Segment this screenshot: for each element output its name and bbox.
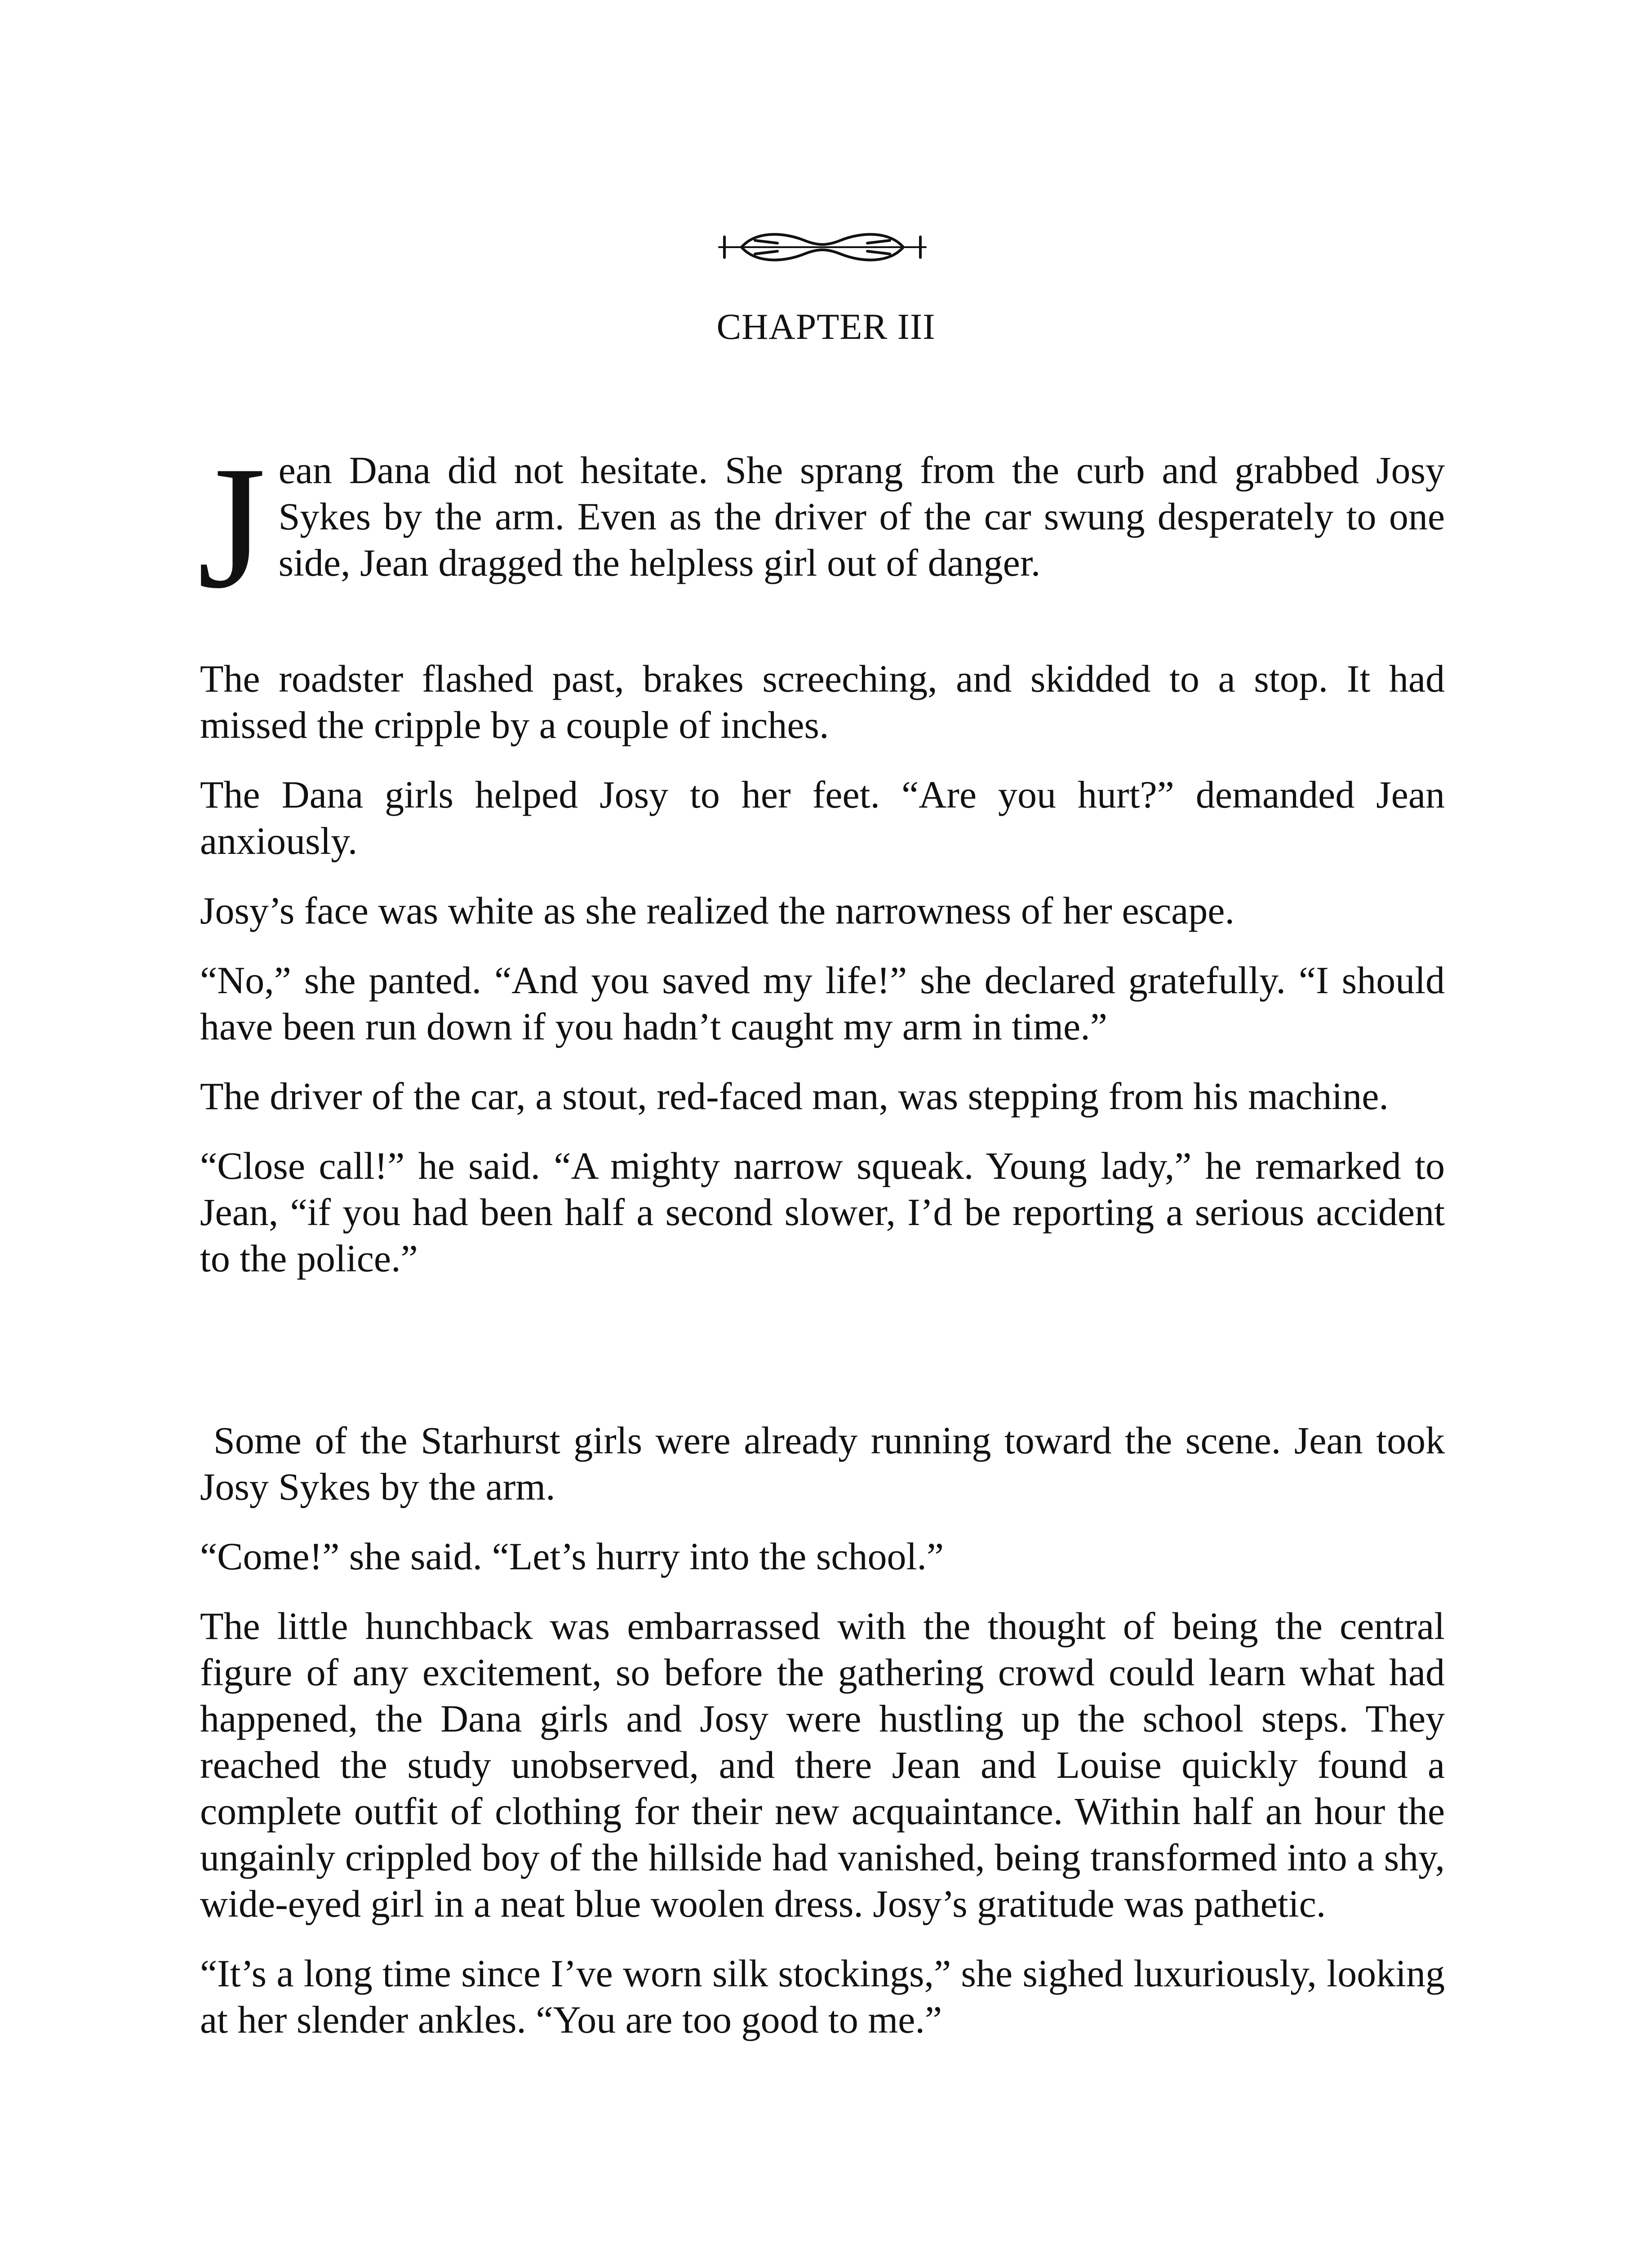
- chapter-body: [197, 430, 1445, 2066]
- paragraph-6: The driver of the car, a stout, red-faced man, was stepping from his machine.: [200, 1075, 1389, 1118]
- scroll-ornament-icon: [715, 227, 930, 267]
- paragraph-3: The Dana girls helped Josy to her feet. “Are you hurt?” demanded Jean anxiously.: [200, 773, 1445, 862]
- chapter-heading: CHAPTER III: [716, 306, 936, 347]
- paragraph-4: Josy’s face was white as she realized the narrowness of her escape.: [200, 889, 1235, 932]
- paragraph-7: “Close call!” he said. “A mighty narrow squeak. Young lady,” he remarked to Jean, “if you had been half a second slower, I’d be reporting a serious accident to the police.”: [200, 1144, 1445, 1280]
- paragraph-11: “It’s a long time since I’ve worn silk stockings,” she sighed luxuriously, looking at her slender ankles. “You are too good to me.”: [200, 1952, 1445, 2041]
- paragraph-8: Some of the Starhurst girls were already running toward the scene. Jean took Josy Sykes by the arm.: [200, 1419, 1445, 1508]
- paragraph-text: ean Dana did not hesitate. She sprang from the curb and grabbed Josy Sykes by the arm. Even as the driver of the car swung desperately to one side, Jean dragged the helpless girl out of danger.: [278, 449, 1445, 584]
- paragraph-2: The roadster flashed past, brakes screeching, and skidded to a stop. It had missed the cripple by a couple of inches.: [200, 657, 1445, 746]
- paragraph-1: [197, 430, 1445, 632]
- section-break: [200, 1305, 1445, 1417]
- paragraph-5: “No,” she panted. “And you saved my life!” she declared gratefully. “I should have been run down if you hadn’t caught my arm in time.”: [200, 959, 1445, 1048]
- drop-cap: J: [197, 430, 266, 625]
- paragraph-10: The little hunchback was embarrassed with the thought of being the central figure of any excitement, so before the gathering crowd could learn what had happened, the Dana girls and Josy were hustling up the school steps. They reached the study unobserved, and there Jean and Louise quickly found a complete outfit of clothing for their new acquaintance. Within half an hour the ungainly crippled boy of the hillside had vanished, being transformed into a shy, wide-eyed girl in a neat blue woolen dress. Josy’s gratitude was pathetic.: [200, 1604, 1445, 1925]
- paragraph-9: “Come!” she said. “Let’s hurry into the school.”: [200, 1535, 944, 1578]
